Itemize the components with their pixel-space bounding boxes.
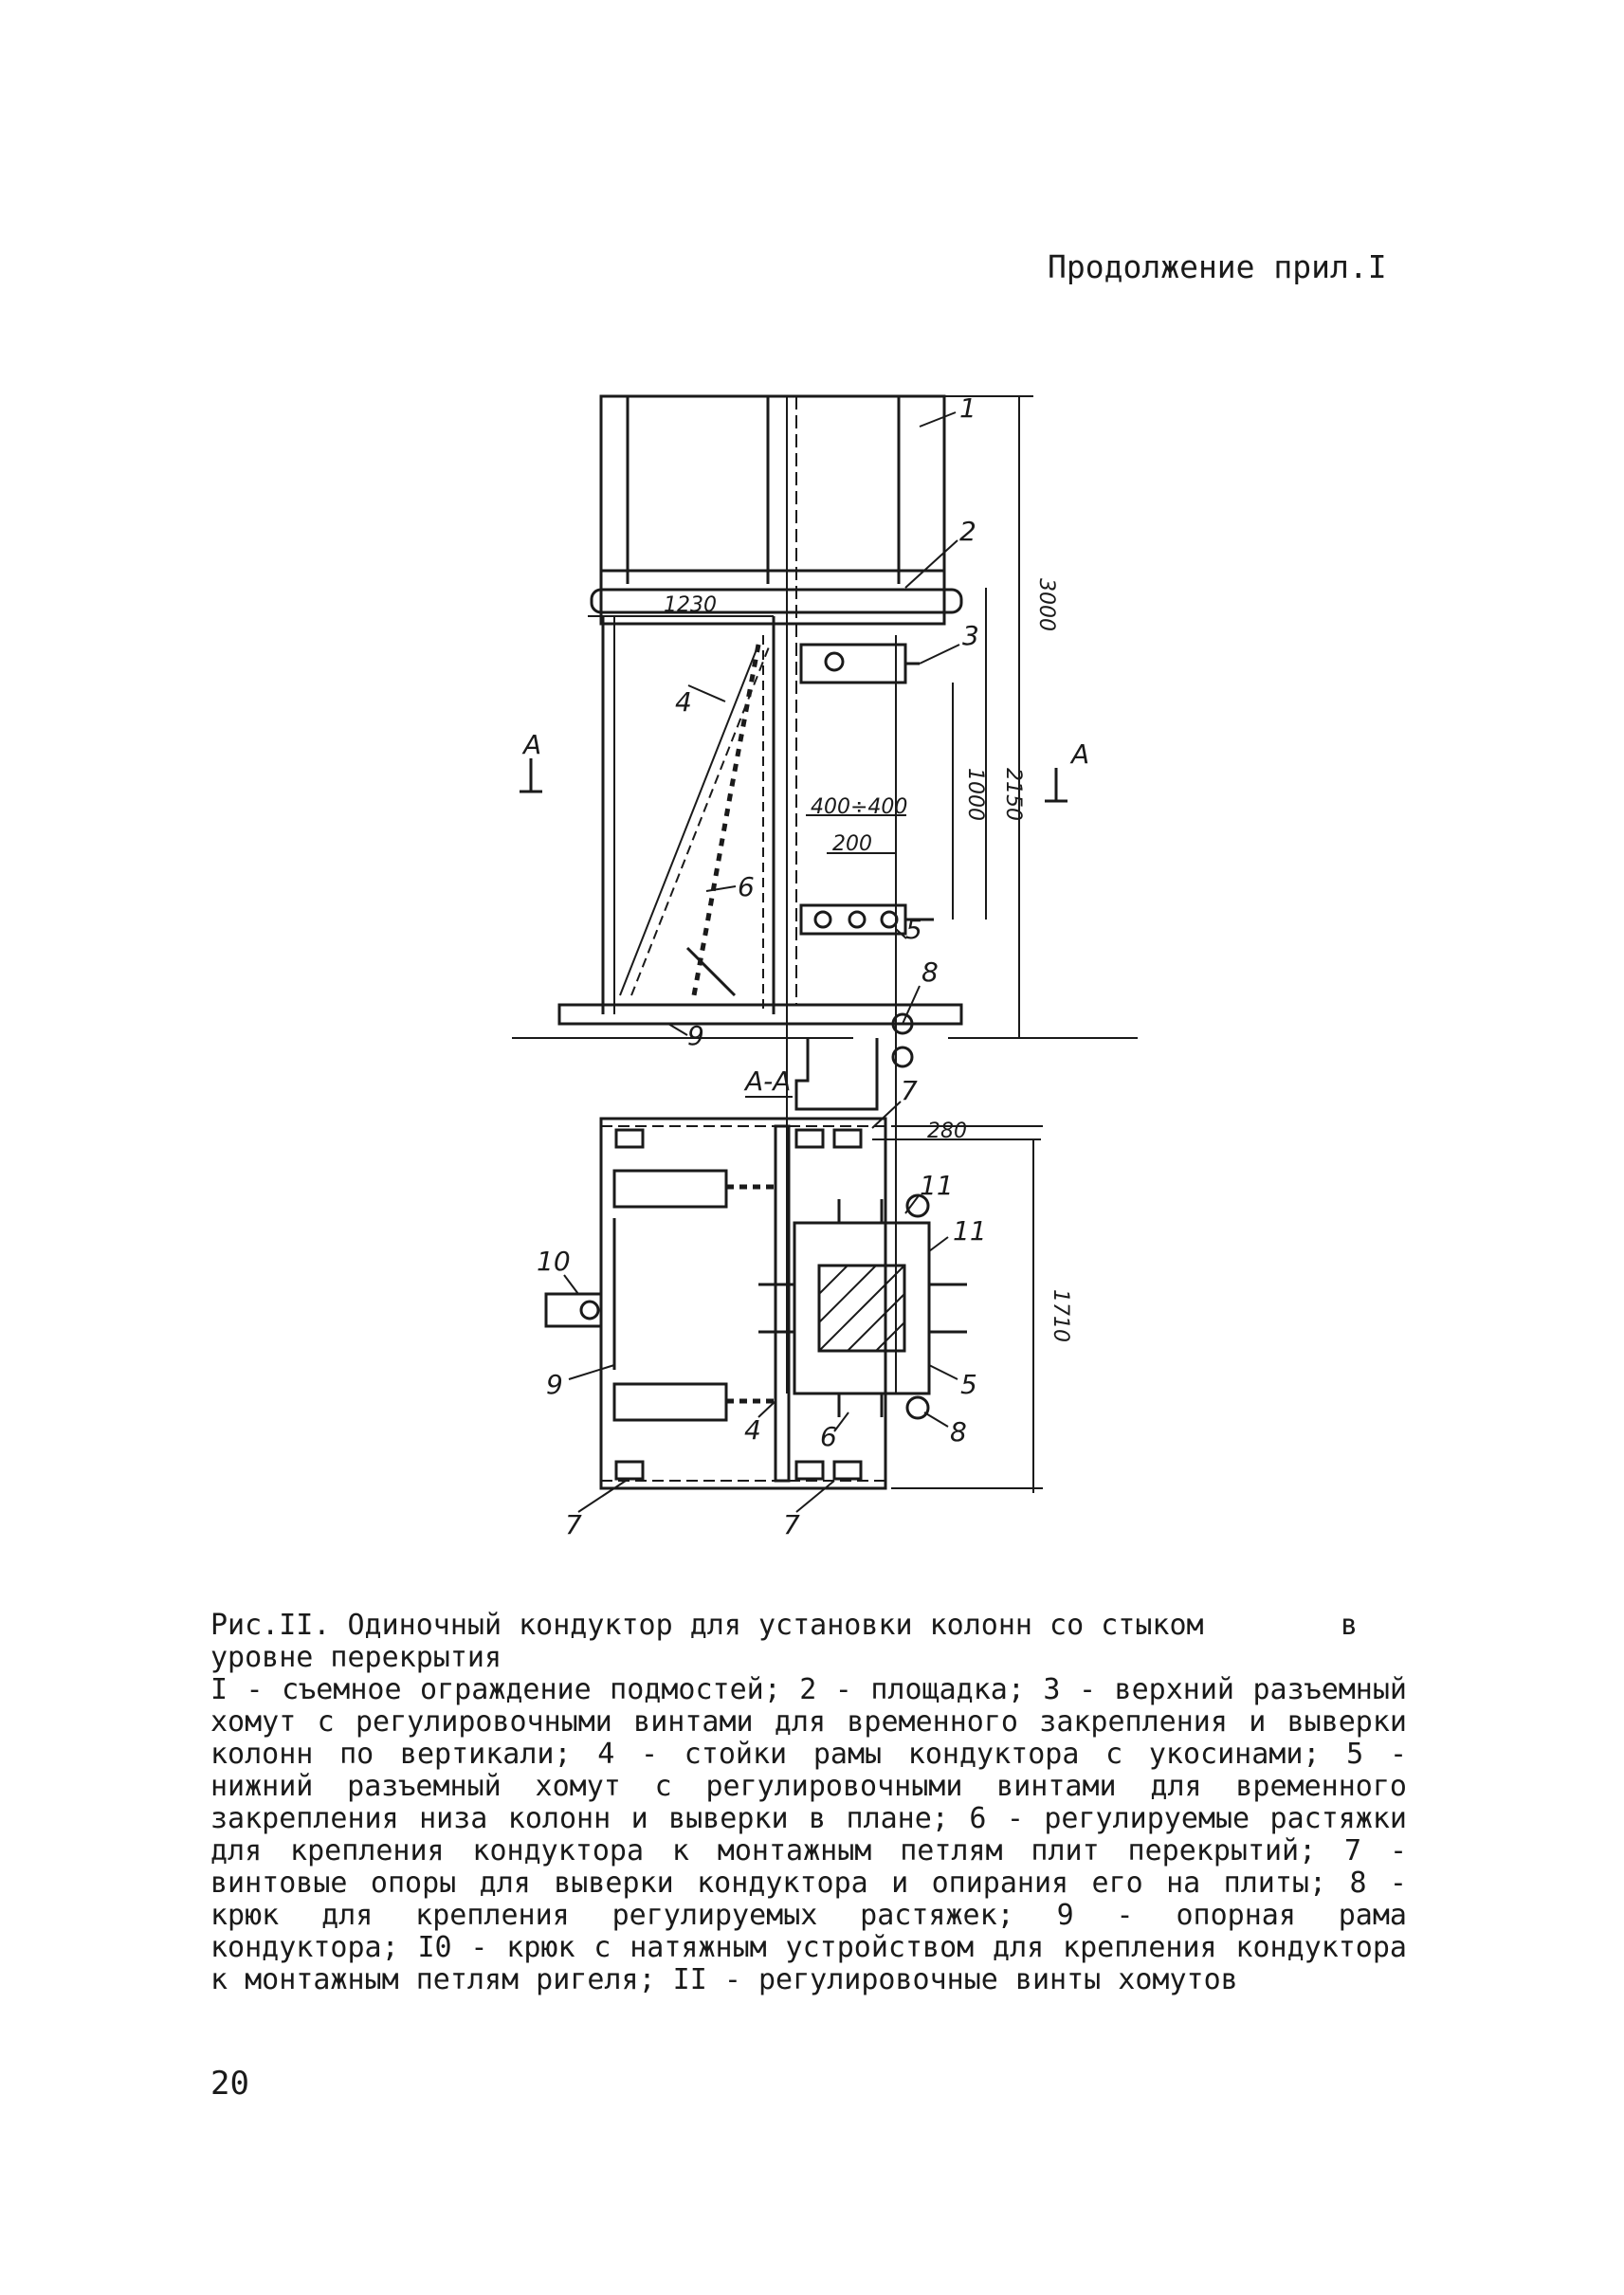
- dim-200: 200: [832, 832, 872, 856]
- dim-2150: 2150: [1001, 768, 1025, 821]
- frame-brace-dashed: [631, 645, 770, 995]
- plan-callout-6: 6: [820, 1421, 837, 1452]
- clamp-screw: [826, 653, 843, 670]
- plan-left-bracket-bottom: [614, 1384, 726, 1420]
- plan-callout-10: 10: [537, 1246, 571, 1277]
- continuation-header: Продолжение прил.I: [1048, 248, 1387, 285]
- screw-support: [616, 1130, 643, 1147]
- screw-support: [616, 1462, 643, 1479]
- dim-280: 280: [927, 1120, 967, 1143]
- tension-hook-eye: [581, 1302, 598, 1319]
- callout-3: 3: [962, 620, 979, 651]
- hatch: [819, 1266, 904, 1351]
- callout-6: 6: [738, 871, 755, 902]
- leader-6: [706, 886, 736, 891]
- callout-4: 4: [675, 686, 692, 718]
- leader-11b: [929, 1237, 948, 1251]
- plan-callout-11b: 11: [953, 1215, 987, 1247]
- screw-support: [834, 1462, 861, 1479]
- platform: [592, 590, 961, 612]
- dim-3000: 3000: [1034, 578, 1058, 631]
- leader-3: [920, 645, 959, 664]
- callout-5: 5: [905, 914, 922, 945]
- dim-400: 400÷400: [811, 795, 908, 819]
- plan-callout-11: 11: [920, 1170, 954, 1201]
- leader-8-plan: [924, 1412, 948, 1427]
- lower-clamp-screw: [849, 912, 865, 927]
- hatch: [819, 1266, 876, 1322]
- plan-callout-9: 9: [546, 1369, 563, 1400]
- caption-title: Рис.II. Одиночный кондуктор для установки колонн со стыком в уровне перекрытия: [210, 1609, 1376, 1674]
- leader-9: [668, 1024, 687, 1035]
- dim-1000: 1000: [963, 768, 987, 821]
- plan-outline: [601, 1119, 885, 1488]
- lower-clamp-screw: [882, 912, 897, 927]
- hatch: [876, 1322, 904, 1351]
- screw-support: [796, 1130, 823, 1147]
- column-joint: [796, 1038, 877, 1109]
- leader-5-plan: [929, 1365, 958, 1379]
- screw-support: [834, 1130, 861, 1147]
- caption-body: I - съемное ограждение подмостей; 2 - площадка; 3 - верхний разъемный хомут с регулировочными винтами для временного закрепления и выверки колонн по вертикали; 4 - стойки рамы кондуктора с укосинами; 5 - нижний разъемный хомут с регулировочными винтами для временного закрепления низа колонн и выверки в плане; 6 - регулируемые растяжки для крепления кондуктора к монтажным петлям плит перекрытий; 7 - винтовые опоры для выверки кондуктора и опирания его на плиты; 8 - крюк для крепления регулируемых растяжек; 9 - опорная рама кондуктора; I0 - крюк с натяжным устройством для крепления кондуктора к монтажным петлям ригеля; II - регулировочные винты хомутов: [210, 1673, 1407, 1996]
- lower-clamp-screw: [815, 912, 830, 927]
- plan-callout-4: 4: [744, 1414, 761, 1446]
- plan-callout-7-br: 7: [783, 1509, 800, 1540]
- callout-8: 8: [921, 956, 939, 988]
- plan-callout-7-bl: 7: [565, 1509, 582, 1540]
- plan-left-bracket-top: [614, 1171, 726, 1207]
- callout-1: 1: [959, 392, 976, 424]
- callout-9: 9: [687, 1020, 704, 1051]
- figure-caption: [210, 1610, 1407, 1996]
- plan-callout-5: 5: [960, 1369, 977, 1400]
- cut-mark-right: А: [1071, 738, 1090, 770]
- hatch: [819, 1266, 848, 1294]
- tension-hook: [546, 1294, 601, 1326]
- callout-2: 2: [959, 516, 976, 547]
- technical-drawing: [474, 360, 1138, 1545]
- leader-10: [564, 1275, 578, 1294]
- leader-4: [688, 685, 725, 701]
- section-label: А-А: [745, 1066, 792, 1097]
- cut-mark-left: А: [523, 729, 542, 760]
- page-number: 20: [210, 2065, 249, 2103]
- leader-1: [920, 412, 956, 427]
- leader-9-plan: [569, 1365, 614, 1379]
- dim-1710: 1710: [1049, 1289, 1072, 1342]
- plan-callout-7-top: 7: [901, 1075, 918, 1106]
- screw-support: [796, 1462, 823, 1479]
- conductor-drawing-svg: [474, 360, 1138, 1545]
- plan-callout-8: 8: [950, 1416, 967, 1448]
- leader-7-br: [796, 1481, 834, 1512]
- dim-1230: 1230: [664, 593, 717, 617]
- upper-clamp: [801, 645, 905, 683]
- leader-2: [905, 540, 958, 588]
- plan-hook: [907, 1397, 928, 1418]
